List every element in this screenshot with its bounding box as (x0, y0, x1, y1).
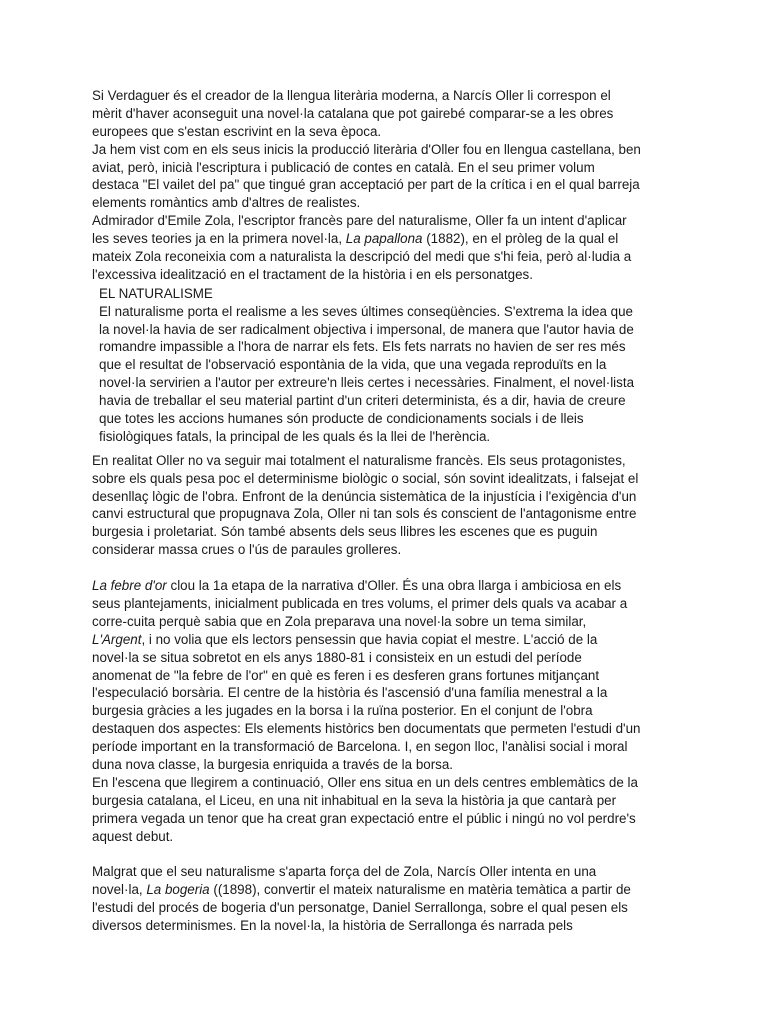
text-line: sobre els quals pesa poc el determinisme biològic o social, són sovint idealitzats, i falsejat el (92, 470, 639, 486)
text-line: fisiològiques fatals, la principal de les quals és la llei de l'herència. (99, 428, 491, 444)
text-line: que el resultat de l'observació espontània de la vida, que una vegada reproduïts en la (99, 357, 607, 373)
text-line: considerar massa crues o l'ús de paraules grolleres. (92, 542, 402, 558)
book-title-la-papallona: La papallona (345, 231, 423, 247)
text-line: Admirador d'Emile Zola, l'escriptor francès pare del naturalisme, Oller fa un intent d'aplicar (92, 213, 627, 229)
text-line: En realitat Oller no va seguir mai totalment el naturalisme francès. Els seus protagonistes, (92, 452, 626, 468)
text-line: l'estudi del procés de bogeria d'un personatge, Daniel Serrallonga, sobre el qual pesen els (92, 900, 628, 916)
text-line: canvi estructural que propugnava Zola, Oller ni tan sols és conscient de l'antagonisme entre (92, 506, 637, 522)
naturalisme-box (99, 285, 692, 446)
text-line: Malgrat que el seu naturalisme s'aparta força del de Zola, Narcís Oller intenta en una (92, 864, 597, 880)
text-line (92, 631, 692, 649)
text-line: anomenat de "la febre de l'or" en què es feren i es desferen grans fortunes mitjançant (92, 667, 600, 683)
text-span: , i no volia que els lectors pensessin que havia copiat el mestre. L'acció de la (141, 631, 598, 647)
text-line: aquest debut. (92, 828, 174, 844)
text-line: l'especulació borsària. El centre de la història és l'ascensió d'una família menestral a la (92, 685, 608, 701)
text-line: europees que s'estan escrivint en la seva època. (92, 123, 382, 139)
text-span: novel·la, (92, 882, 147, 898)
text-line: elements romàntics amb d'altres de realistes. (92, 195, 361, 211)
text-line: destaca "El vailet del pa" que tingué gran acceptació per part de la crítica i en el qual barreja (92, 177, 640, 193)
text-line: mateix Zola reconeixia com a naturalista la descripció del medi que s'hi feia, però al·ludia a (92, 249, 632, 265)
text-line: Si Verdaguer és el creador de la llengua literària moderna, a Narcís Oller li correspon el (92, 88, 611, 103)
text-line: novel·la se situa sobretot en els anys 1880-81 i consisteix en un estudi del període (92, 649, 582, 665)
text-line: aviat, però, inicià l'escriptura i publicació de contes en català. En el seu primer volum (92, 159, 595, 175)
text-line: diversos determinismes. En la novel·la, la història de Serrallonga és narrada pels (92, 917, 573, 933)
section-heading: EL NATURALISME (99, 285, 213, 301)
text-line: període important en la transformació de Barcelona. I, en segon lloc, l'anàlisi social i moral (92, 739, 628, 755)
text-line: romandre impassible a l'hora de narrar els fets. Els fets narrats no havien de ser res més (99, 339, 626, 355)
text-line: mèrit d'haver aconseguit una novel·la catalana que pot gairebé comparar-se a les obres (92, 105, 614, 121)
text-line: Ja hem vist com en els seus inicis la producció literària d'Oller fou en llengua castellana, ben (92, 141, 641, 157)
text-line (92, 577, 692, 595)
text-line: El naturalisme porta el realisme a les seves últimes conseqüències. S'extrema la idea que (99, 303, 633, 319)
text-line: burgesia i proletariat. Són també absents dels seus llibres les escenes que es puguin (92, 524, 598, 540)
text-span: clou la 1a etapa de la narrativa d'Oller. És una obra llarga i ambiciosa en els (166, 578, 622, 594)
book-title-la-bogeria: La bogeria (146, 882, 210, 898)
text-line: desenllaç lògic de l'obra. Enfront de la denúncia sistemàtica de la injustícia i l'exigència d'un (92, 488, 637, 504)
paragraph-gap (92, 559, 692, 577)
text-line: burgesia catalana, el Liceu, en una nit inhabitual en la seva la història ja que cantarà per (92, 792, 617, 808)
text-line: En l'escena que llegirem a continuació, Oller ens situa en un dels centres emblemàtics de la (92, 774, 638, 790)
document-page (92, 87, 692, 935)
text-line: que totes les accions humanes són producte de condicionaments socials i de lleis (99, 411, 584, 427)
text-line: burgesia gràcies a les jugades en la borsa i la ruïna posterior. En el conjunt de l'obra (92, 703, 593, 719)
text-line (92, 230, 692, 248)
text-line: seus plantejaments, inicialment publicada en tres volums, el primer dels quals va acabar a (92, 595, 628, 611)
intro-paragraph (92, 87, 692, 284)
text-line: primera vegada un tenor que ha creat gran expectació entre el públic i ningú no vol perdre's (92, 810, 636, 826)
book-title-la-febre-dor: La febre d'or (92, 578, 167, 594)
text-line: duna nova classe, la burgesia enriquida a través de la borsa. (92, 756, 454, 772)
text-line (92, 881, 692, 899)
realitat-paragraph (92, 452, 692, 559)
text-span: les seves teories ja en la primera novel·la, (92, 231, 346, 247)
text-line: la novel·la havia de ser radicalment objectiva i impersonal, de manera que l'autor havia de (99, 321, 634, 337)
text-line: l'excessiva idealització en el tractament de la història i en els personatges. (92, 266, 533, 282)
book-title-largent: L'Argent (92, 631, 142, 647)
paragraph-gap (92, 845, 692, 863)
text-line: havia de treballar el seu material partint d'un criteri determinista, és a dir, havia de creure (99, 393, 626, 409)
text-span: ((1898), convertir el mateix naturalisme en matèria temàtica a partir de (209, 882, 631, 898)
febre-paragraph (92, 577, 692, 845)
text-line: destaquen dos aspectes: Els elements històrics ben documentats que permeten l'estudi d'un (92, 721, 641, 737)
text-line: novel·la servirien a l'autor per extreure'n lleis certes i necessàries. Finalment, el novel·lista (99, 375, 635, 391)
text-line: corre-cuita perquè sabia que en Zola preparava una novel·la sobre un tema similar, (92, 613, 587, 629)
bogeria-paragraph (92, 863, 692, 935)
text-span: (1882), en el pròleg de la qual el (422, 231, 619, 247)
